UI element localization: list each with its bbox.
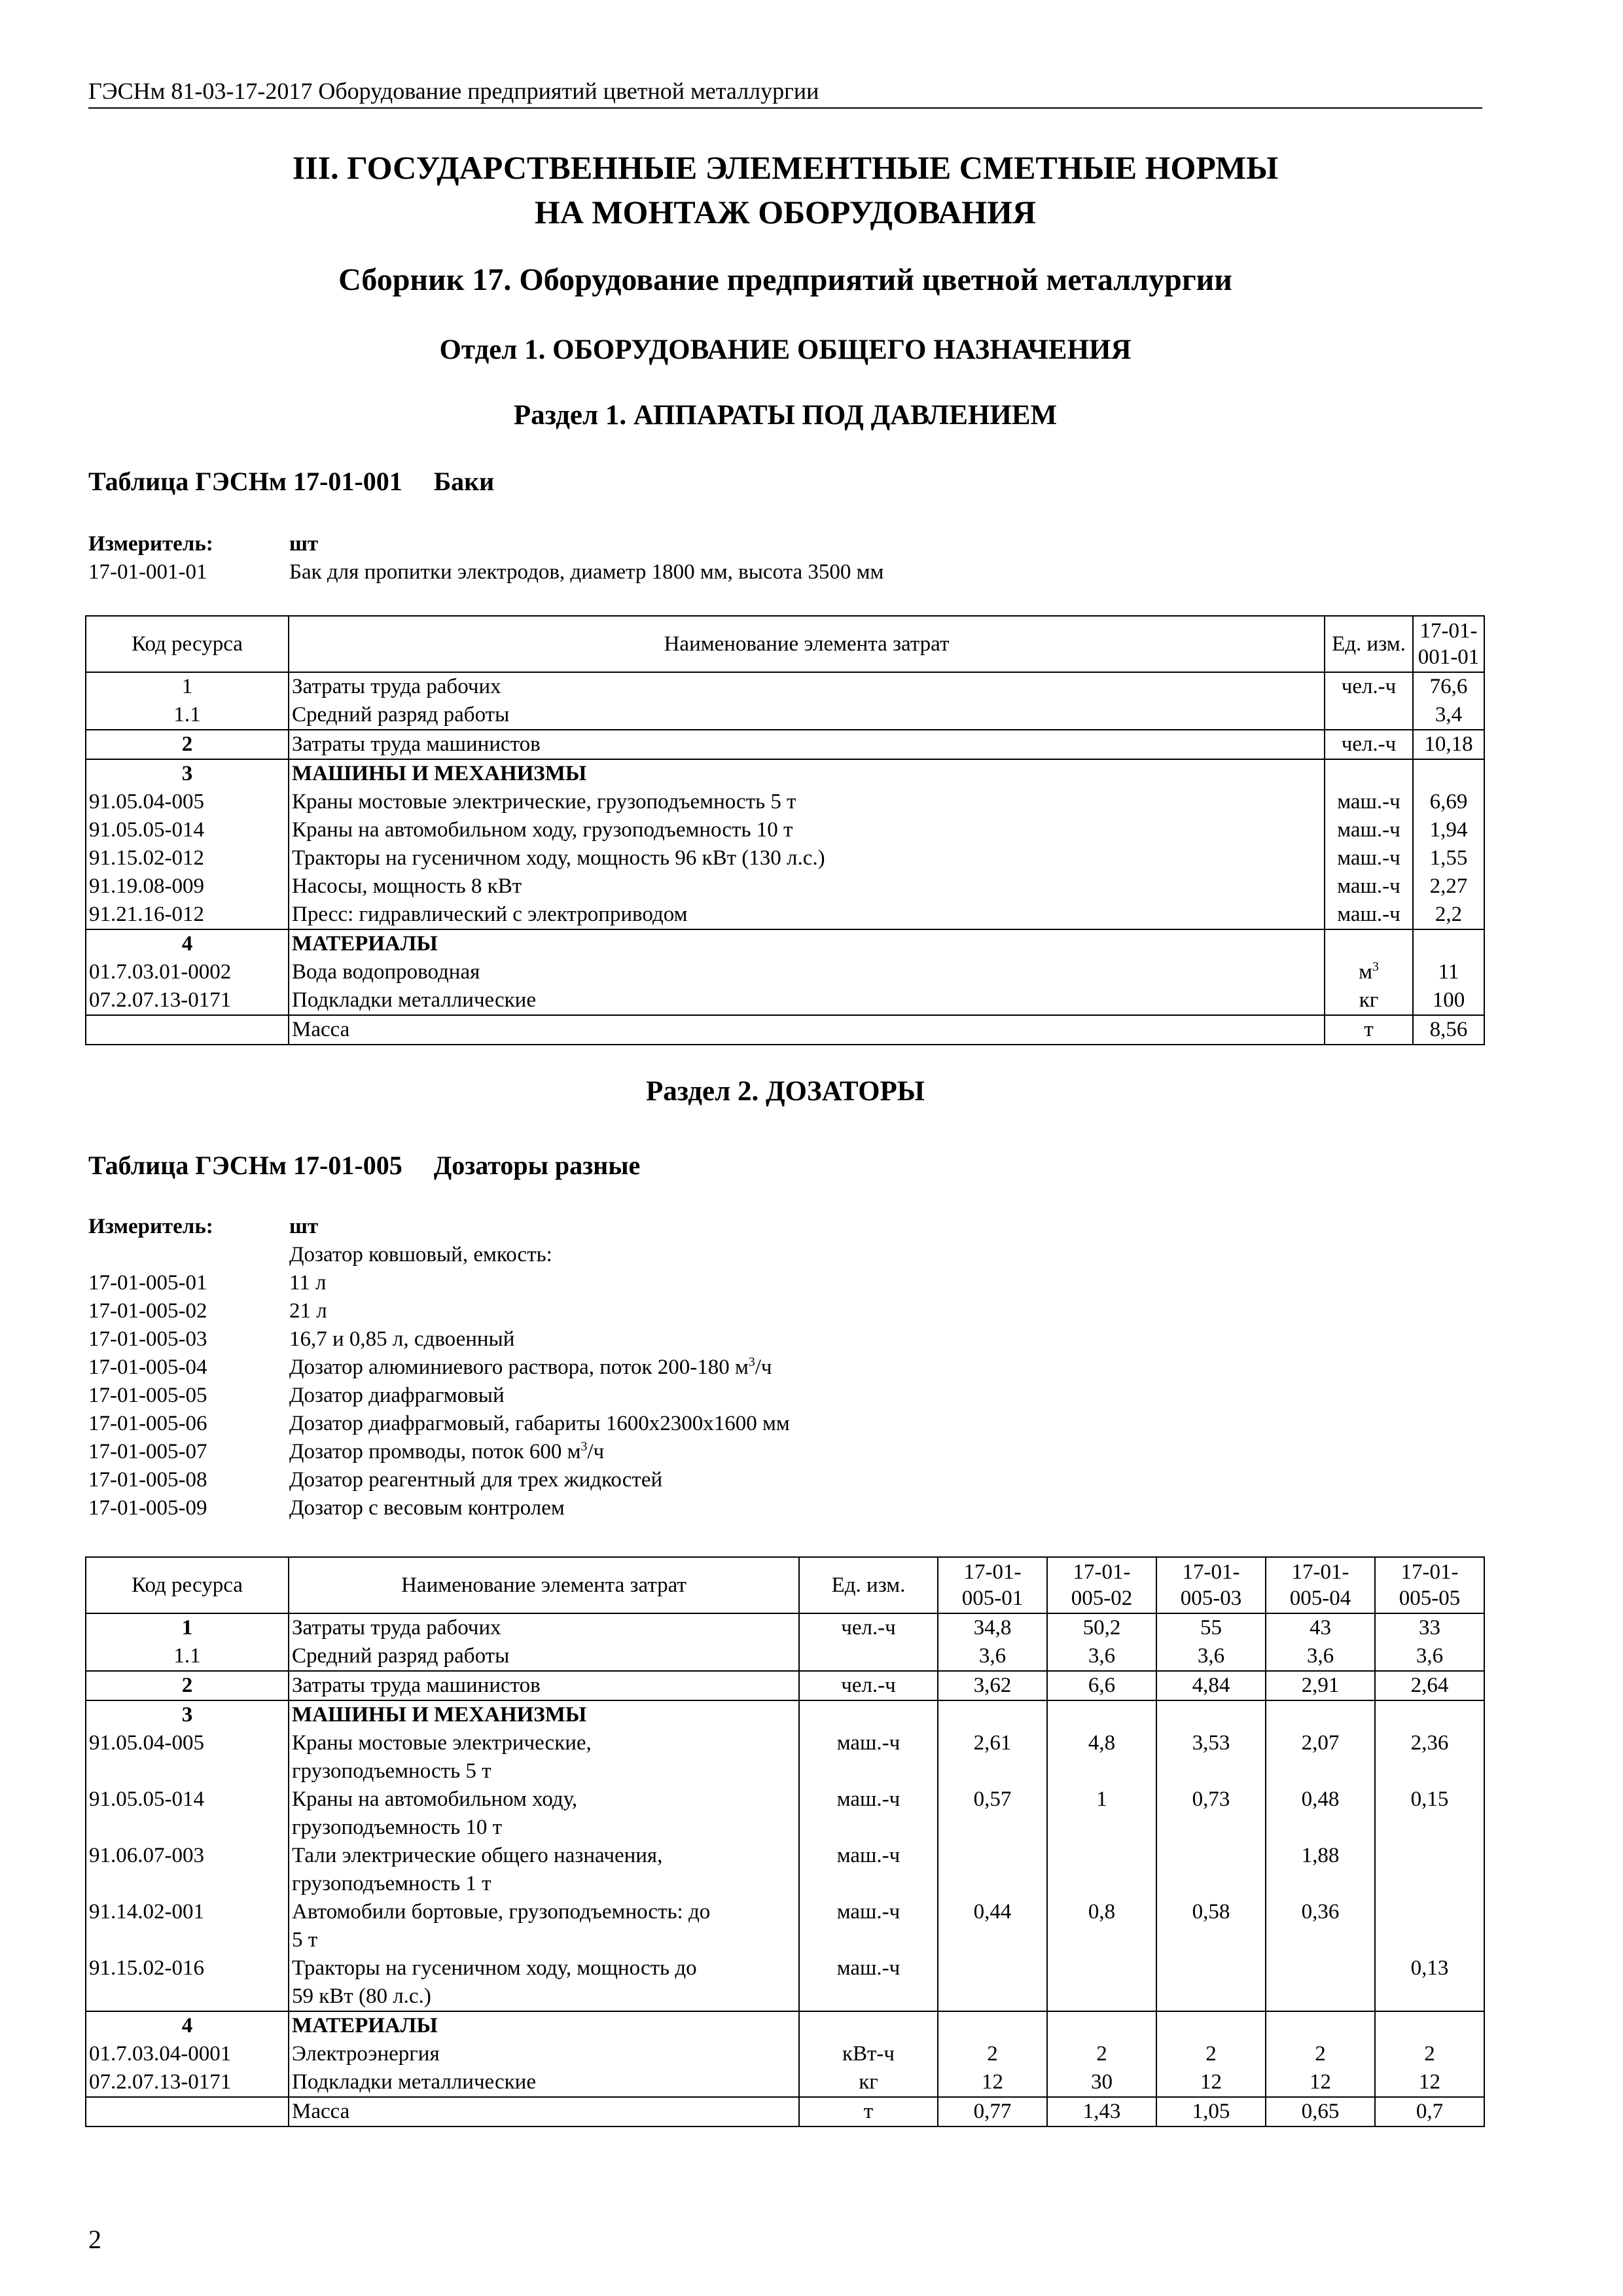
main-title-line-1: III. ГОСУДАРСТВЕННЫЕ ЭЛЕМЕНТНЫЕ СМЕТНЫЕ НОРМЫ (292, 149, 1279, 186)
norm-text: 16,7 и 0,85 л, сдвоенный (289, 1327, 515, 1351)
table-row (86, 672, 1484, 701)
row-name: МАТЕРИАЛЫ (289, 2011, 799, 2040)
row-name: Пресс: гидравлический с электроприводом (289, 901, 1325, 929)
row-value: 1,43 (1047, 2097, 1156, 2126)
table-row (86, 872, 1484, 901)
row-value: 0,15 (1375, 1785, 1484, 1842)
row-unit: маш.-ч (1325, 788, 1413, 816)
row-unit (1325, 701, 1413, 730)
row-value: 12 (938, 2068, 1047, 2097)
row-value (1266, 2011, 1375, 2040)
row-value: 3,53 (1156, 1729, 1266, 1785)
norm-code: 17-01-005-03 (88, 1327, 207, 1351)
row-unit: маш.-ч (799, 1898, 938, 1954)
table-row (86, 844, 1484, 872)
row-value: 3,6 (1266, 1642, 1375, 1671)
table-row (86, 1842, 1484, 1898)
table-row (86, 901, 1484, 929)
row-value (1156, 1954, 1266, 2011)
row-value: 100 (1413, 986, 1484, 1015)
table-row (86, 2068, 1484, 2097)
row-unit (1325, 929, 1413, 958)
row-value: 0,13 (1375, 1954, 1484, 2011)
meter-note: Дозатор ковшовый, емкость: (289, 1243, 552, 1266)
meter-label: Измеритель: (88, 1215, 213, 1238)
row-name: Затраты труда машинистов (289, 1671, 799, 1700)
row-value: 0,7 (1375, 2097, 1484, 2126)
row-value (1375, 2011, 1484, 2040)
meter-label: Измеритель: (88, 532, 213, 556)
running-header: ГЭСНм 81-03-17-2017 Оборудование предприятий цветной металлургии (88, 77, 1482, 109)
row-name: Краны мостовые электрические, грузоподъемность 5 т (289, 1729, 799, 1785)
row-value (1156, 1842, 1266, 1898)
row-value (1375, 1898, 1484, 1954)
norm-code: 17-01-005-02 (88, 1299, 207, 1323)
table-2-title (88, 1150, 640, 1181)
section-2-title: Раздел 2. ДОЗАТОРЫ (645, 1076, 925, 1107)
norm-code: 17-01-005-06 (88, 1412, 207, 1435)
row-code: 91.21.16-012 (86, 901, 289, 929)
row-code: 91.19.08-009 (86, 872, 289, 901)
row-value: 30 (1047, 2068, 1156, 2097)
row-value: 2 (938, 2040, 1047, 2068)
row-unit: маш.-ч (1325, 901, 1413, 929)
row-value: 2,91 (1266, 1671, 1375, 1700)
row-value: 1,88 (1266, 1842, 1375, 1898)
row-code: 91.05.05-014 (86, 816, 289, 844)
row-name: Краны на автомобильном ходу, грузоподъемность 10 т (289, 1785, 799, 1842)
collection-title: Сборник 17. Оборудование предприятий цветной металлургии (338, 262, 1232, 297)
row-code: 2 (86, 730, 289, 759)
row-value: 1,94 (1413, 816, 1484, 844)
row-name: Тракторы на гусеничном ходу, мощность до 59 кВт (80 л.с.) (289, 1954, 799, 2011)
row-unit: $м^3$ (1325, 958, 1413, 986)
table-header-row (86, 1557, 1484, 1613)
norm-text: Дозатор реагентный для трех жидкостей (289, 1468, 663, 1492)
row-unit: маш.-ч (1325, 844, 1413, 872)
norm-code: 17-01-001-01 (88, 560, 207, 584)
meter-unit: шт (289, 1215, 319, 1238)
row-code: 91.05.04-005 (86, 1729, 289, 1785)
row-unit: кг (799, 2068, 938, 2097)
row-value (1156, 1700, 1266, 1729)
table-1-title (88, 466, 494, 497)
row-name: Затраты труда рабочих (289, 1613, 799, 1642)
table-row (86, 1898, 1484, 1954)
row-value: 3,6 (938, 1642, 1047, 1671)
row-unit: маш.-ч (1325, 872, 1413, 901)
table-row (86, 1700, 1484, 1729)
table-2-code: Таблица ГЭСНм 17-01-005 (88, 1151, 402, 1180)
row-value: 3,4 (1413, 701, 1484, 730)
row-value (1047, 2011, 1156, 2040)
row-value (938, 1842, 1047, 1898)
row-code: 1.1 (86, 701, 289, 730)
norm-code: 17-01-005-01 (88, 1271, 207, 1295)
header-name: Наименование элемента затрат (289, 1557, 799, 1613)
row-value: 2 (1375, 2040, 1484, 2068)
row-unit: маш.-ч (799, 1729, 938, 1785)
row-value: 12 (1266, 2068, 1375, 2097)
row-code (86, 1015, 289, 1045)
table-header-row (86, 616, 1484, 672)
table-row (86, 1015, 1484, 1045)
row-unit: чел.-ч (1325, 730, 1413, 759)
header-code: Код ресурса (86, 1557, 289, 1613)
row-name: МАШИНЫ И МЕХАНИЗМЫ (289, 759, 1325, 788)
row-code: 91.15.02-012 (86, 844, 289, 872)
row-value: 0,58 (1156, 1898, 1266, 1954)
main-title (88, 145, 1482, 234)
meter-block-1 (88, 530, 883, 586)
row-value: 2,2 (1413, 901, 1484, 929)
row-value: 3,6 (1156, 1642, 1266, 1671)
norm-text: Дозатор промводы, поток 600 $м^3/ч$ (289, 1439, 605, 1463)
row-value: 4,84 (1156, 1671, 1266, 1700)
row-code: 3 (86, 759, 289, 788)
row-name: Краны на автомобильном ходу, грузоподъемность 10 т (289, 816, 1325, 844)
row-value: 2,27 (1413, 872, 1484, 901)
row-name: Масса (289, 2097, 799, 2126)
row-code: 07.2.07.13-0171 (86, 986, 289, 1015)
row-unit: маш.-ч (799, 1785, 938, 1842)
row-unit: т (1325, 1015, 1413, 1045)
norm-text: Бак для пропитки электродов, диаметр 1800 мм, высота 3500 мм (289, 560, 884, 584)
row-value: 33 (1375, 1613, 1484, 1642)
row-value: 4,8 (1047, 1729, 1156, 1785)
row-value: 0,48 (1266, 1785, 1375, 1842)
table-2-name: Дозаторы разные (433, 1151, 641, 1180)
table-row (86, 788, 1484, 816)
row-name: Краны мостовые электрические, грузоподъемность 5 т (289, 788, 1325, 816)
row-value (938, 1700, 1047, 1729)
row-code: 2 (86, 1671, 289, 1700)
table-row (86, 816, 1484, 844)
row-value: 0,8 (1047, 1898, 1156, 1954)
row-code: 4 (86, 929, 289, 958)
row-code: 91.15.02-016 (86, 1954, 289, 2011)
row-code: 91.05.05-014 (86, 1785, 289, 1842)
row-value: 0,73 (1156, 1785, 1266, 1842)
row-value: 0,77 (938, 2097, 1047, 2126)
row-unit (799, 2011, 938, 2040)
meter-block-2 (88, 1213, 790, 1522)
row-unit: кВт-ч (799, 2040, 938, 2068)
row-value: 2 (1047, 2040, 1156, 2068)
table-row (86, 1785, 1484, 1842)
row-value: 8,56 (1413, 1015, 1484, 1045)
row-value (1375, 1700, 1484, 1729)
header-norm-col: 17-01- 005-03 (1156, 1557, 1266, 1613)
row-unit: маш.-ч (799, 1842, 938, 1898)
main-title-line-2: НА МОНТАЖ ОБОРУДОВАНИЯ (534, 194, 1037, 230)
header-norm-col: 17-01- 005-02 (1047, 1557, 1156, 1613)
row-value: 50,2 (1047, 1613, 1156, 1642)
row-name: Подкладки металлические (289, 2068, 799, 2097)
header-norm-col: 17-01- 005-05 (1375, 1557, 1484, 1613)
header-norm-col: 17-01- 005-01 (938, 1557, 1047, 1613)
row-code: 91.14.02-001 (86, 1898, 289, 1954)
page-number: 2 (88, 2225, 101, 2254)
row-code: 1.1 (86, 1642, 289, 1671)
row-value (1266, 1954, 1375, 2011)
section-1-title: Раздел 1. АППАРАТЫ ПОД ДАВЛЕНИЕМ (513, 400, 1058, 431)
row-value: 11 (1413, 958, 1484, 986)
row-value (1413, 759, 1484, 788)
row-value: 6,6 (1047, 1671, 1156, 1700)
row-value (938, 1954, 1047, 2011)
row-name: Масса (289, 1015, 1325, 1045)
row-unit: кг (1325, 986, 1413, 1015)
row-value (1047, 1842, 1156, 1898)
row-unit: маш.-ч (799, 1954, 938, 2011)
row-value: 2 (1266, 2040, 1375, 2068)
table-1-code: Таблица ГЭСНм 17-01-001 (88, 467, 402, 496)
norm-text: Дозатор диафрагмовый (289, 1384, 505, 1407)
header-unit: Ед. изм. (1325, 616, 1413, 672)
row-value (1156, 2011, 1266, 2040)
resource-table-2 (85, 1556, 1485, 2127)
row-value: 34,8 (938, 1613, 1047, 1642)
row-value: 2,64 (1375, 1671, 1484, 1700)
row-code: 1 (86, 672, 289, 701)
row-value (1047, 1954, 1156, 2011)
row-name: МАШИНЫ И МЕХАНИЗМЫ (289, 1700, 799, 1729)
row-unit (799, 1700, 938, 1729)
table-row (86, 1671, 1484, 1700)
row-name: Вода водопроводная (289, 958, 1325, 986)
header-norm-col: 17-01- 005-04 (1266, 1557, 1375, 1613)
row-code: 91.05.04-005 (86, 788, 289, 816)
row-unit: маш.-ч (1325, 816, 1413, 844)
row-name: Тракторы на гусеничном ходу, мощность 96 кВт (130 л.с.) (289, 844, 1325, 872)
row-value: 6,69 (1413, 788, 1484, 816)
header-unit: Ед. изм. (799, 1557, 938, 1613)
meter-unit: шт (289, 532, 319, 556)
row-value (1266, 1700, 1375, 1729)
row-value (1047, 1700, 1156, 1729)
norm-text: 11 л (289, 1271, 327, 1295)
row-code: 01.7.03.01-0002 (86, 958, 289, 986)
norm-text: Дозатор с весовым контролем (289, 1496, 565, 1520)
row-value: 3,62 (938, 1671, 1047, 1700)
row-value: 2 (1156, 2040, 1266, 2068)
row-code: 1 (86, 1613, 289, 1642)
row-code: 91.06.07-003 (86, 1842, 289, 1898)
norm-code: 17-01-005-04 (88, 1355, 207, 1379)
row-name: Затраты труда машинистов (289, 730, 1325, 759)
norm-code: 17-01-005-08 (88, 1468, 207, 1492)
row-code (86, 2097, 289, 2126)
table-row (86, 759, 1484, 788)
table-row (86, 1613, 1484, 1642)
row-value: 2,36 (1375, 1729, 1484, 1785)
row-name: Средний разряд работы (289, 701, 1325, 730)
row-code: 3 (86, 1700, 289, 1729)
row-value: 0,65 (1266, 2097, 1375, 2126)
table-row (86, 1642, 1484, 1671)
norm-text: Дозатор диафрагмовый, габариты 1600x2300x1600 мм (289, 1412, 790, 1435)
row-value (1413, 929, 1484, 958)
header-name: Наименование элемента затрат (289, 616, 1325, 672)
row-value: 3,6 (1047, 1642, 1156, 1671)
row-unit: т (799, 2097, 938, 2126)
department-title: Отдел 1. ОБОРУДОВАНИЕ ОБЩЕГО НАЗНАЧЕНИЯ (439, 334, 1132, 365)
row-value: 1,05 (1156, 2097, 1266, 2126)
table-row (86, 2011, 1484, 2040)
table-row (86, 1954, 1484, 2011)
norm-code (88, 1241, 289, 1269)
table-row (86, 1729, 1484, 1785)
table-row (86, 701, 1484, 730)
row-code: 07.2.07.13-0171 (86, 2068, 289, 2097)
norm-code: 17-01-005-07 (88, 1440, 207, 1463)
table-1-name: Баки (433, 467, 495, 496)
row-name: МАТЕРИАЛЫ (289, 929, 1325, 958)
row-unit: чел.-ч (799, 1613, 938, 1642)
row-value: 0,36 (1266, 1898, 1375, 1954)
table-row (86, 986, 1484, 1015)
row-value: 43 (1266, 1613, 1375, 1642)
row-value: 10,18 (1413, 730, 1484, 759)
row-value: 76,6 (1413, 672, 1484, 701)
row-value (1375, 1842, 1484, 1898)
row-name: Насосы, мощность 8 кВт (289, 872, 1325, 901)
header-norm-col: 17-01- 001-01 (1413, 616, 1484, 672)
row-unit (1325, 759, 1413, 788)
row-value: 0,57 (938, 1785, 1047, 1842)
table-row (86, 929, 1484, 958)
row-value: 3,6 (1375, 1642, 1484, 1671)
resource-table-1 (85, 615, 1485, 1045)
header-code: Код ресурса (86, 616, 289, 672)
row-name: Средний разряд работы (289, 1642, 799, 1671)
row-value: 1 (1047, 1785, 1156, 1842)
table-row (86, 2040, 1484, 2068)
row-value: 55 (1156, 1613, 1266, 1642)
norm-text: 21 л (289, 1299, 327, 1323)
row-code: 01.7.03.04-0001 (86, 2040, 289, 2068)
table-row (86, 2097, 1484, 2126)
row-value: 2,07 (1266, 1729, 1375, 1785)
row-code: 4 (86, 2011, 289, 2040)
row-value (938, 2011, 1047, 2040)
row-value: 1,55 (1413, 844, 1484, 872)
row-value: 2,61 (938, 1729, 1047, 1785)
norm-text: Дозатор алюминиевого раствора, поток 200-180 $м^3/ч$ (289, 1355, 772, 1379)
row-unit: чел.-ч (799, 1671, 938, 1700)
norm-code: 17-01-005-09 (88, 1496, 207, 1520)
row-name: Автомобили бортовые, грузоподъемность: до 5 т (289, 1898, 799, 1954)
row-value: 0,44 (938, 1898, 1047, 1954)
row-name: Затраты труда рабочих (289, 672, 1325, 701)
row-name: Тали электрические общего назначения, грузоподъемность 1 т (289, 1842, 799, 1898)
row-name: Подкладки металлические (289, 986, 1325, 1015)
row-unit: чел.-ч (1325, 672, 1413, 701)
table-row (86, 958, 1484, 986)
row-name: Электроэнергия (289, 2040, 799, 2068)
table-row (86, 730, 1484, 759)
norm-code: 17-01-005-05 (88, 1384, 207, 1407)
row-value: 12 (1156, 2068, 1266, 2097)
row-value: 12 (1375, 2068, 1484, 2097)
row-unit (799, 1642, 938, 1671)
